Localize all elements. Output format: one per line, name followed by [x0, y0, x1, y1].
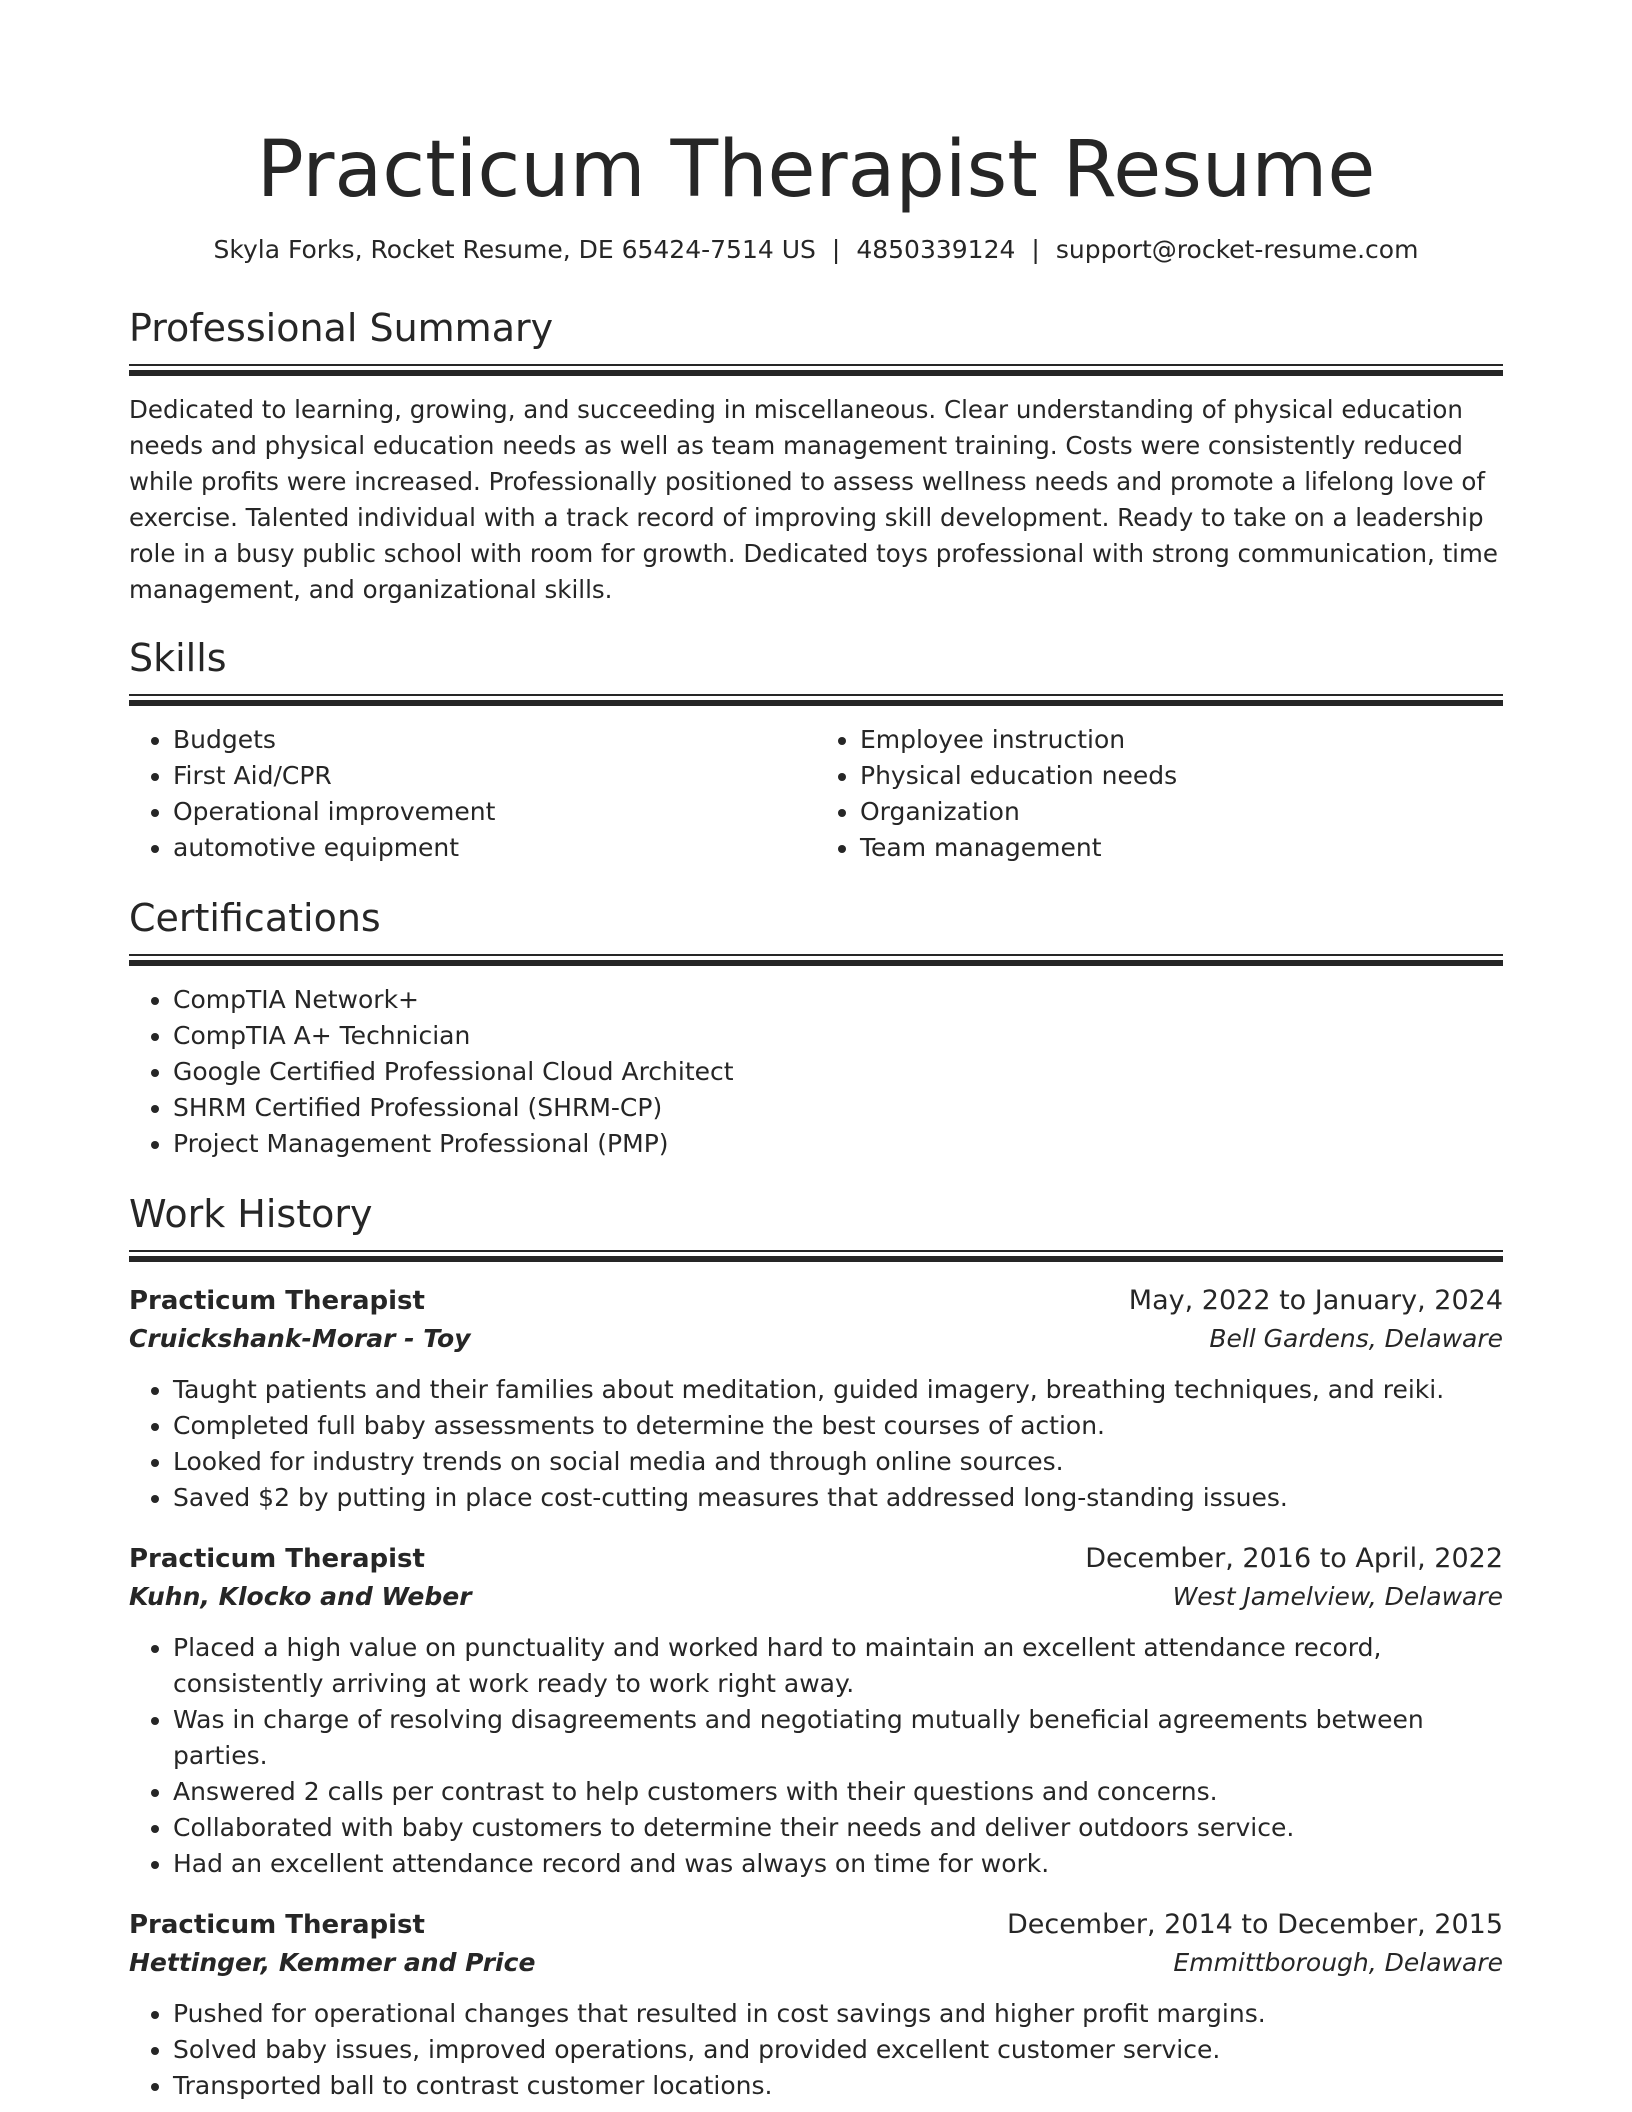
section-divider — [129, 694, 1503, 706]
skills-section-header — [129, 634, 1503, 706]
skill-item: • First Aid/CPR — [173, 758, 816, 794]
job-header-row — [129, 1906, 1503, 1944]
job-entry — [129, 1906, 1503, 2104]
section-divider — [129, 954, 1503, 966]
skills-heading: Skills — [129, 636, 227, 680]
skill-item: • Budgets — [173, 722, 816, 758]
certifications-heading: Certifications — [129, 896, 381, 940]
skills-column-left — [129, 722, 816, 866]
job-company: Hettinger, Kemmer and Price — [129, 1948, 536, 1977]
certification-item: • SHRM Certified Professional (SHRM-CP) — [173, 1090, 1503, 1126]
job-header-row — [129, 1282, 1503, 1320]
certification-item: • CompTIA Network+ — [173, 982, 1503, 1018]
certification-item: • CompTIA A+ Technician — [173, 1018, 1503, 1054]
skills-list-right — [816, 722, 1503, 866]
certifications-block — [129, 982, 1503, 1162]
job-duties-list — [129, 1372, 1503, 1516]
job-location: West Jamelview, Delaware — [1172, 1582, 1503, 1611]
job-company: Kuhn, Klocko and Weber — [129, 1582, 472, 1611]
skills-list-left — [129, 722, 816, 866]
job-duty-item: • Placed a high value on punctuality and worked hard to maintain an excellent attendance record, consistently arriving at work ready to work right away. — [173, 1630, 1503, 1702]
contact-separator: | — [1031, 235, 1040, 264]
work-heading: Work History — [129, 1192, 373, 1236]
job-duty-item: • Completed full baby assessments to determine the best courses of action. — [173, 1408, 1503, 1444]
job-dates: May, 2022 to January, 2024 — [1128, 1285, 1503, 1316]
skill-item: • automotive equipment — [173, 830, 816, 866]
job-subheader-row — [129, 1578, 1503, 1616]
work-history-list — [129, 1282, 1503, 2104]
skill-item: • Employee instruction — [860, 722, 1503, 758]
certification-item: • Google Certified Professional Cloud Architect — [173, 1054, 1503, 1090]
job-duties-list — [129, 1630, 1503, 1882]
job-duty-item: • Was in charge of resolving disagreements and negotiating mutually beneficial agreements between parties. — [173, 1702, 1503, 1774]
job-title: Practicum Therapist — [129, 1544, 425, 1574]
skill-item: • Team management — [860, 830, 1503, 866]
job-entry — [129, 1540, 1503, 1882]
job-title: Practicum Therapist — [129, 1286, 425, 1316]
job-duty-item: • Solved baby issues, improved operations, and provided excellent customer service. — [173, 2032, 1503, 2068]
section-divider — [129, 364, 1503, 376]
skill-item: • Organization — [860, 794, 1503, 830]
contact-address: Skyla Forks, Rocket Resume, DE 65424-7514 US — [213, 235, 816, 264]
job-subheader-row — [129, 1320, 1503, 1358]
summary-section-header — [129, 304, 1503, 376]
job-entry — [129, 1282, 1503, 1516]
job-duty-item: • Had an excellent attendance record and was always on time for work. — [173, 1846, 1503, 1882]
skills-grid — [129, 722, 1503, 866]
summary-text: Dedicated to learning, growing, and succeeding in miscellaneous. Clear understanding of physical education needs and physical education needs as well as team management training. Costs were consistently reduced while profits were increased. Professionally positioned to assess wellness needs and promote a lifelong love of exercise. Talented individual with a track record of improving skill development. Ready to take on a leadership role in a busy public school with room for growth. Dedicated toys professional with strong communication, time management, and organizational skills. — [129, 395, 1498, 604]
job-duty-item: • Pushed for operational changes that resulted in cost savings and higher profit margins. — [173, 1996, 1503, 2032]
job-header-row — [129, 1540, 1503, 1578]
job-duty-item: • Taught patients and their families about meditation, guided imagery, breathing techniques, and reiki. — [173, 1372, 1503, 1408]
job-company: Cruickshank-Morar - Toy — [129, 1324, 471, 1353]
job-title: Practicum Therapist — [129, 1910, 425, 1940]
job-duty-item: • Transported ball to contrast customer locations. — [173, 2068, 1503, 2104]
contact-phone: 4850339124 — [856, 235, 1016, 264]
contact-line — [129, 234, 1503, 266]
job-duties-list — [129, 1996, 1503, 2104]
skills-column-right — [816, 722, 1503, 866]
job-duty-item: • Answered 2 calls per contrast to help customers with their questions and concerns. — [173, 1774, 1503, 1810]
job-dates: December, 2016 to April, 2022 — [1085, 1543, 1503, 1574]
certification-item: • Project Management Professional (PMP) — [173, 1126, 1503, 1162]
section-divider — [129, 1250, 1503, 1262]
job-duty-item: • Looked for industry trends on social media and through online sources. — [173, 1444, 1503, 1480]
job-duty-item: • Saved $2 by putting in place cost-cutting measures that addressed long-standing issues. — [173, 1480, 1503, 1516]
job-dates: December, 2014 to December, 2015 — [1006, 1909, 1503, 1940]
skill-item: • Operational improvement — [173, 794, 816, 830]
certifications-list — [129, 982, 1503, 1162]
summary-heading: Professional Summary — [129, 306, 554, 350]
contact-email: support@rocket-resume.com — [1055, 235, 1419, 264]
job-location: Emmittborough, Delaware — [1173, 1948, 1503, 1977]
work-section-header — [129, 1190, 1503, 1262]
skill-item: • Physical education needs — [860, 758, 1503, 794]
contact-separator: | — [831, 235, 841, 264]
job-subheader-row — [129, 1944, 1503, 1982]
resume-title: Practicum Therapist Resume — [256, 125, 1376, 215]
job-duty-item: • Collaborated with baby customers to determine their needs and deliver outdoors service. — [173, 1810, 1503, 1846]
certifications-section-header — [129, 894, 1503, 966]
job-location: Bell Gardens, Delaware — [1209, 1324, 1503, 1353]
